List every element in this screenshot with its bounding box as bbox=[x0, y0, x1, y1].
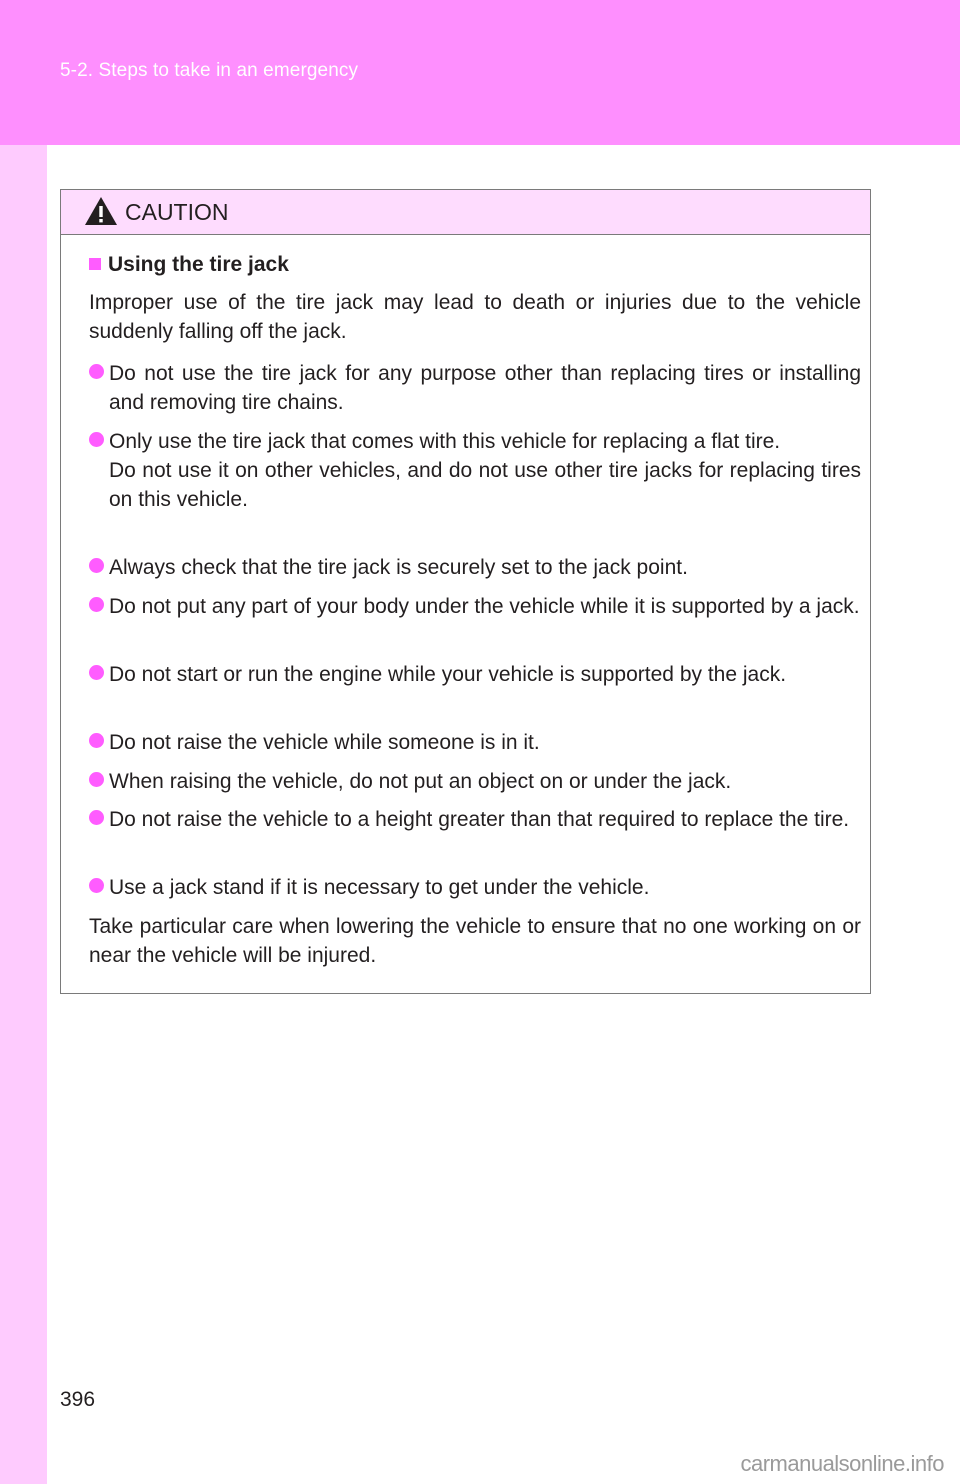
list-item bbox=[89, 728, 861, 757]
bullet-dot-icon bbox=[89, 665, 104, 680]
caution-header bbox=[61, 190, 870, 235]
square-bullet-icon bbox=[89, 258, 101, 270]
section-title: 5-2. Steps to take in an emergency bbox=[60, 60, 359, 81]
caution-box bbox=[60, 189, 871, 994]
list-item-text: Do not start or run the engine while your vehicle is supported by the jack. bbox=[109, 663, 787, 686]
bullet-dot-icon bbox=[89, 733, 104, 748]
bullet-dot-icon bbox=[89, 364, 104, 379]
list-item-text: Do not use the tire jack for any purpose other than replacing tires or installing and removing tire chains. bbox=[109, 362, 861, 414]
bullet-dot-icon bbox=[89, 878, 104, 893]
list-item bbox=[89, 553, 861, 582]
intro-paragraph: Improper use of the tire jack may lead to death or injuries due to the vehicle suddenly falling off the jack. bbox=[89, 291, 861, 343]
bullet-dot-icon bbox=[89, 810, 104, 825]
warning-triangle-icon bbox=[84, 196, 118, 226]
list-item bbox=[89, 427, 861, 514]
list-item bbox=[89, 767, 861, 796]
list-item-text: Only use the tire jack that comes with this vehicle for replacing a flat tire. bbox=[109, 430, 781, 453]
bullet-dot-icon bbox=[89, 772, 104, 787]
list-item-text: Always check that the tire jack is securely set to the jack point. bbox=[109, 556, 688, 579]
list-item-text: Do not put any part of your body under the vehicle while it is supported by a jack. bbox=[109, 595, 860, 618]
page-number: 396 bbox=[60, 1388, 96, 1411]
list-item bbox=[89, 660, 861, 689]
list-item-text: Use a jack stand if it is necessary to get under the vehicle. bbox=[109, 876, 650, 899]
list-item-text: Do not raise the vehicle while someone is in it. bbox=[109, 731, 540, 754]
list-item-text: When raising the vehicle, do not put an object on or under the jack. bbox=[109, 770, 732, 793]
caution-title: CAUTION bbox=[125, 199, 229, 225]
page-header bbox=[0, 0, 960, 145]
list-item bbox=[89, 592, 861, 621]
list-item-text-continued: Do not use it on other vehicles, and do not use other tire jacks for replacing tires on this vehicle. bbox=[109, 459, 861, 511]
bullet-dot-icon bbox=[89, 597, 104, 612]
list-item bbox=[89, 359, 861, 417]
bullet-dot-icon bbox=[89, 432, 104, 447]
closing-paragraph: Take particular care when lowering the vehicle to ensure that no one working on or near the vehicle will be injured. bbox=[89, 915, 861, 967]
left-margin-band bbox=[0, 0, 47, 1484]
watermark: carmanualsonline.info bbox=[740, 1451, 944, 1476]
list-item-text: Do not raise the vehicle to a height greater than that required to replace the tire. bbox=[109, 808, 850, 831]
section-heading-text: Using the tire jack bbox=[108, 253, 289, 276]
section-heading bbox=[89, 253, 289, 277]
bullet-dot-icon bbox=[89, 558, 104, 573]
list-item bbox=[89, 873, 861, 902]
list-item bbox=[89, 805, 861, 834]
